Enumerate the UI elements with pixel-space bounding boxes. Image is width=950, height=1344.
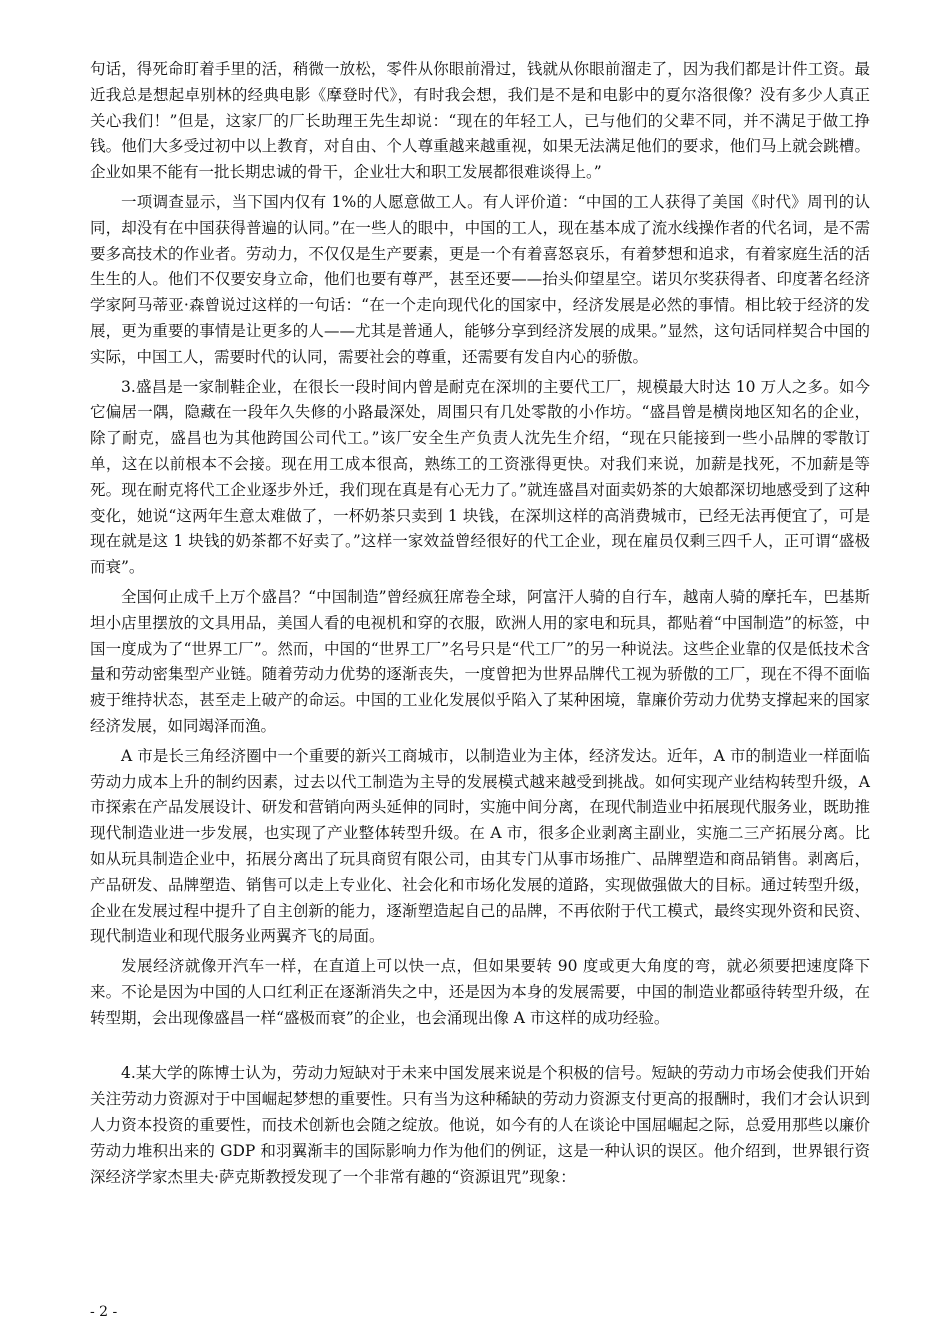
document-body [90, 57, 870, 1194]
paragraph-7: 4.某大学的陈博士认为，劳动力短缺对于未来中国发展来说是个积极的信号。短缺的劳动力市场会使我们开始关注劳动力资源对于中国崛起梦想的重要性。只有当为这种稀缺的劳动力资源支付更高的报酬时，我们才会认识到人力资本投资的重要性，而技术创新也会随之绽放。他说，如今有的人在谈论中国屈崛起之际，总爱用那些以廉价劳动力堆积出来的 GDP 和羽翼渐丰的国际影响力作为他们的例证，这是一种认识的误区。他介绍到，世界银行资深经济学家杰里夫·萨克斯教授发现了一个非常有趣的“资源诅咒”现象： [90, 1064, 870, 1186]
paragraph-5: A 市是长三角经济圈中一个重要的新兴工商城市，以制造业为主体，经济发达。近年，A 市的制造业一样面临劳动力成本上升的制约因素，过去以代工制造为主导的发展模式越来越受到挑战。如何实现产业结构转型升级，A 市探索在产品发展设计、研发和营销向两头延伸的同时，实施中间分离，在现代制造业中拓展现代服务业，既助推现代制造业进一步发展，也实现了产业整体转型升级。在 A 市，很多企业剥离主副业，实施二三产拓展分离。比如从玩具制造企业中，拓展分离出了玩具商贸有限公司，由其专门从事市场推广、品牌塑造和商品销售。剥离后，产品研发、品牌塑造、销售可以走上专业化、社会化和市场化发展的道路，实现做强做大的目标。通过转型升级，企业在发展过程中提升了自主创新的能力，逐渐塑造起自己的品牌，不再依附于代工模式，最终实现外资和民资、现代制造业和现代服务业两翼齐飞的局面。 [90, 746, 870, 946]
paragraph-4: 全国何止成千上万个盛昌？“中国制造”曾经疯狂席卷全球，阿富汗人骑的自行车，越南人骑的摩托车，巴基斯坦小店里摆放的文具用品，美国人看的电视机和穿的衣服，欧洲人用的家电和玩具，都贴着“中国制造”的标签，中国一度成为了“世界工厂”。然而，中国的“世界工厂”名号只是“代工厂”的另一种说法。这些企业靠的仅是低技术含量和劳动密集型产业链。随着劳动力优势的逐渐丧失，一度曾把为世界品牌代工视为骄傲的工厂，现在不得不面临疲于维持状态，甚至走上破产的命运。中国的工业化发展似乎陷入了某种困境，靠廉价劳动力优势支撑起来的国家经济发展，如同竭泽而渔。 [90, 587, 870, 735]
paragraph-2: 一项调查显示，当下国内仅有 1%的人愿意做工人。有人评价道：“中国的工人获得了美国《时代》周刊的认同，却没有在中国获得普遍的认同。”在一些人的眼中，中国的工人，现在基本成了流水线操作者的代名词，是不需要多高技术的作业者。劳动力，不仅仅是生产要素，更是一个有着喜怒哀乐，有着梦想和追求，有着家庭生活的活生生的人。他们不仅要安身立命，他们也要有尊严，甚至还要——抬头仰望星空。诺贝尔奖获得者、印度著名经济学家阿马蒂亚·森曾说过这样的一句话：“在一个走向现代化的国家中，经济发展是必然的事情。相比较于经济的发展，更为重要的事情是让更多的人——尤其是普通人，能够分享到经济发展的成果。”显然，这句话同样契合中国的实际，中国工人，需要时代的认同，需要社会的尊重，还需要有发自内心的骄傲。 [90, 192, 870, 366]
paragraph-6: 发展经济就像开汽车一样，在直道上可以快一点，但如果要转 90 度或更大角度的弯，就必须要把速度降下来。不论是因为中国的人口红利正在逐渐消失之中，还是因为本身的发展需要，中国的制造业都亟待转型升级，在转型期，会出现像盛昌一样“盛极而衰”的企业，也会涌现出像 A 市这样的成功经验。 [90, 957, 870, 1027]
paragraph-3: 3.盛昌是一家制鞋企业，在很长一段时间内曾是耐克在深圳的主要代工厂，规模最大时达 10 万人之多。如今它偏居一隅，隐藏在一段年久失修的小路最深处，周围只有几处零散的小作坊。“盛昌曾是横岗地区知名的企业，除了耐克，盛昌也为其他跨国公司代工。”该厂安全生产负责人沈先生介绍，“现在只能接到一些小品牌的零散订单，这在以前根本不会接。现在用工成本很高，熟练工的工资涨得更快。对我们来说，加薪是找死，不加薪是等死。现在耐克将代工企业逐步外迁，我们现在真是有心无力了。”就连盛昌对面卖奶茶的大娘都深切地感受到了这种变化，她说“这两年生意太难做了，一杯奶茶只卖到 1 块钱，在深圳这样的高消费城市，已经无法再便宜了，可是现在就是这 1 块钱的奶茶都不好卖了。”这样一家效益曾经很好的代工企业，现在雇员仅剩三四千人，正可谓“盛极而衰”。 [90, 377, 870, 577]
page-number: - 2 - [90, 1304, 118, 1320]
paragraph-1: 句话，得死命盯着手里的活，稍微一放松，零件从你眼前滑过，钱就从你眼前溜走了，因为我们都是计件工资。最近我总是想起卓别林的经典电影《摩登时代》，有时我会想，我们是不是和电影中的夏尔洛很像？没有多少人真正关心我们！”但是，这家厂的厂长助理王先生却说：“现在的年轻工人，已与他们的父辈不同，并不满足于做工挣钱。他们大多受过初中以上教育，对自由、个人尊重越来越重视，如果无法满足他们的要求，他们马上就会跳槽。企业如果不能有一批长期忠诚的骨干，企业壮大和职工发展都很难谈得上。” [90, 60, 870, 182]
